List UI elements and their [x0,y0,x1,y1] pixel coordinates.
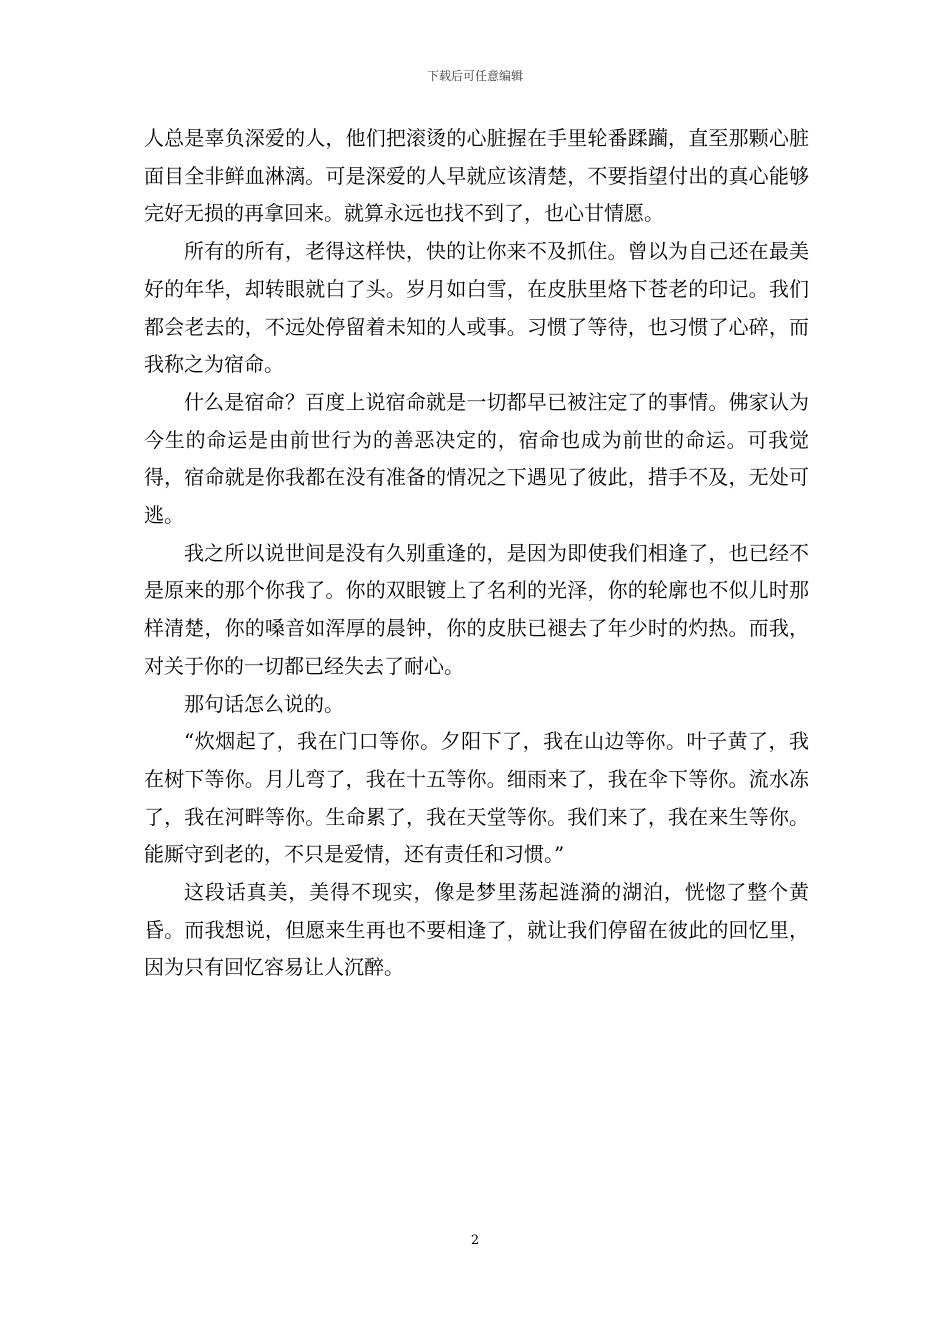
quote-paragraph: “炊烟起了，我在门口等你。夕阳下了，我在山边等你。叶子黄了，我在树下等你。月儿弯了，我在十五等你。细雨来了，我在伞下等你。流水冻了，我在河畔等你。生命累了，我在天堂等你。我们来了，我在来生等你。能厮守到老的，不只是爱情，还有责任和习惯。” [144,729,809,867]
paragraph: 那句话怎么说的。 [184,691,344,716]
page-header: 下载后可任意编辑 [426,69,523,83]
paragraph: 我之所以说世间是没有久别重逢的，是因为即使我们相逢了，也已经不是原来的那个你我了。你的双眼镀上了名利的光泽，你的轮廓也不似儿时那样清楚，你的嗓音如浑厚的晨钟，你的皮肤已褪去了年少时的灼热。而我，对关于你的一切都已经失去了耐心。 [144,540,809,678]
paragraph: 什么是宿命？百度上说宿命就是一切都早已被注定了的事情。佛家认为今生的命运是由前世行为的善恶决定的，宿命也成为前世的命运。可我觉得，宿命就是你我都在没有准备的情况之下遇见了彼此，措手不及，无处可逃。 [144,389,809,528]
document-body [144,120,809,987]
page-number: 2 [470,1233,480,1248]
paragraph: 这段话真美，美得不现实，像是梦里荡起涟漪的湖泊，恍惚了整个黄昏。而我想说，但愿来生再也不要相逢了，就让我们停留在彼此的回忆里，因为只有回忆容易让人沉醉。 [144,880,809,980]
paragraph: 人总是辜负深爱的人，他们把滚烫的心脏握在手里轮番蹂躏，直至那颗心脏面目全非鲜血淋漓。可是深爱的人早就应该清楚，不要指望付出的真心能够完好无损的再拿回来。就算永远也找不到了，也心甘情愿。 [144,126,809,226]
paragraph: 所有的所有，老得这样快，快的让你来不及抓住。曾以为自己还在最美好的年华，却转眼就白了头。岁月如白雪，在皮肤里烙下苍老的印记。我们都会老去的，不远处停留着未知的人或事。习惯了等待，也习惯了心碎，而我称之为宿命。 [144,239,809,377]
